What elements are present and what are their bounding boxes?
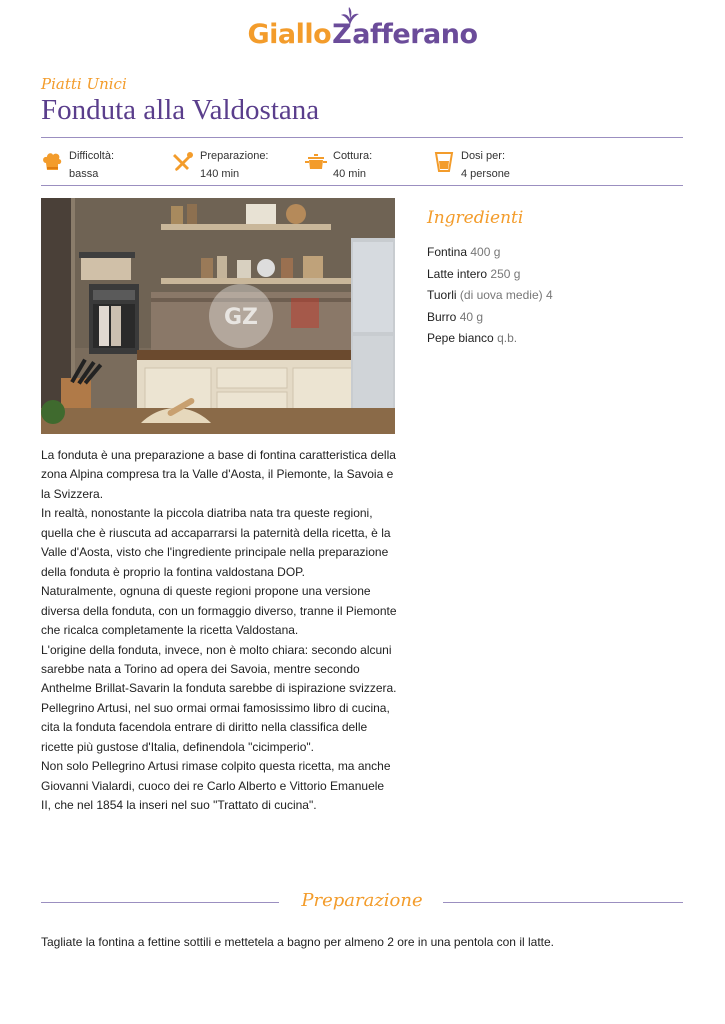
preparation-heading: Preparazione bbox=[301, 890, 423, 911]
meta-servings-value: 4 persone bbox=[461, 168, 510, 180]
meta-cooking bbox=[305, 149, 372, 182]
meta-divider bbox=[41, 185, 683, 186]
ingredient-qty: 40 g bbox=[459, 309, 484, 324]
meta-servings bbox=[433, 149, 510, 182]
meta-preparation-label: Preparazione: bbox=[200, 150, 269, 162]
glass-icon bbox=[433, 151, 455, 173]
brand-logo[interactable] bbox=[0, 8, 725, 60]
title-divider bbox=[41, 137, 683, 138]
intro-paragraph: Non solo Pellegrino Artusi rimase colpito questa ricetta, ma anche Giovanni Vialardi, cuoco dei re Carlo Alberto e Vittorio Emanuele II, che nel 1854 la inseri nel suo "Trattato di cucina". bbox=[41, 759, 391, 813]
ingredient-name[interactable]: Tuorli bbox=[427, 288, 457, 303]
meta-cooking-value: 40 min bbox=[333, 168, 367, 180]
intro-paragraph: L'origine della fonduta, invece, non è molto chiara: secondo alcuni sarebbe nata a Torino ad opera dei Savoia, mentre secondo Anthelme Brillat-Savarin la fonduta sarebbe di ispirazione svizzera. bbox=[41, 642, 397, 696]
ingredient-item bbox=[427, 288, 553, 303]
recipe-photo bbox=[41, 198, 395, 434]
ingredient-name[interactable]: Burro bbox=[427, 309, 457, 324]
ingredient-name[interactable]: Pepe bianco bbox=[427, 331, 494, 346]
logo-wordmark bbox=[247, 19, 477, 50]
ingredient-name[interactable]: Fontina bbox=[427, 245, 468, 259]
preparation-step: Tagliate la fontina a fettine sottili e mettetela a bagno per almeno 2 ore in una pentola con il latte. bbox=[41, 935, 554, 949]
ingredient-item bbox=[427, 245, 553, 260]
chef-hat-icon bbox=[41, 151, 63, 173]
ingredient-item bbox=[427, 331, 553, 346]
saffron-flower-icon bbox=[339, 7, 361, 25]
ingredient-name[interactable]: Latte intero bbox=[427, 266, 488, 281]
logo-part-giallo: Giallo bbox=[247, 18, 332, 50]
ingredient-item bbox=[427, 310, 553, 325]
meta-difficulty-label: Difficoltà: bbox=[69, 150, 115, 162]
ingredient-qty: q.b. bbox=[497, 331, 518, 346]
intro-paragraph: Naturalmente, ognuna di queste regioni propone una versione diversa della fonduta, con un formaggio diverso, tranne il Piemonte che ricalca completamente la ricetta Valdostana. bbox=[41, 584, 397, 638]
ingredients-heading: Ingredienti bbox=[427, 208, 524, 228]
kitchen-photo-illustration bbox=[41, 198, 395, 434]
preparation-divider-right bbox=[443, 902, 683, 903]
svg-text:GZ: GZ bbox=[223, 305, 259, 330]
meta-difficulty bbox=[41, 149, 114, 182]
intro-paragraph: In realtà, nonostante la piccola diatriba nata tra queste regioni, quella che è riuscuta ad accaparrarsi la paternità della ricetta, è la Valle d'Aosta, visto che l'ingrediente principale nella preparazione della fonduta è proprio la fontina valdostana DOP. bbox=[41, 506, 391, 579]
meta-servings-label: Dosi per: bbox=[461, 150, 506, 162]
meta-cooking-label: Cottura: bbox=[333, 150, 373, 162]
meta-preparation-value: 140 min bbox=[200, 168, 240, 180]
intro-paragraph: Pellegrino Artusi, nel suo ormai ormai famosissimo libro di cucina, cita la fonduta facendola entrare di diritto nella classifica delle ricette più gustose d'Italia, definendola "cicimperio". bbox=[41, 700, 390, 754]
recipe-title: Fonduta alla Valdostana bbox=[41, 94, 320, 126]
logo-part-z: Z bbox=[332, 18, 352, 50]
meta-difficulty-value: bassa bbox=[69, 168, 99, 180]
ingredient-item bbox=[427, 267, 553, 282]
recipe-introduction bbox=[41, 446, 397, 816]
recipe-category[interactable]: Piatti Unici bbox=[41, 75, 127, 93]
utensils-icon bbox=[172, 151, 194, 173]
ingredient-qty: 400 g bbox=[470, 245, 501, 259]
pot-icon bbox=[305, 151, 327, 173]
ingredient-qty: 250 g bbox=[490, 266, 521, 281]
ingredient-qty: (di uova medie) 4 bbox=[459, 288, 553, 303]
ingredients-list bbox=[427, 245, 553, 353]
meta-preparation bbox=[172, 149, 269, 182]
recipe-meta-bar bbox=[41, 149, 683, 185]
logo-part-afferano: afferano bbox=[352, 18, 478, 50]
intro-paragraph: La fonduta è una preparazione a base di fontina caratteristica della zona Alpina compresa tra la Valle d'Aosta, il Piemonte, la Savoia e la Svizzera. bbox=[41, 448, 396, 501]
preparation-header bbox=[41, 890, 683, 916]
